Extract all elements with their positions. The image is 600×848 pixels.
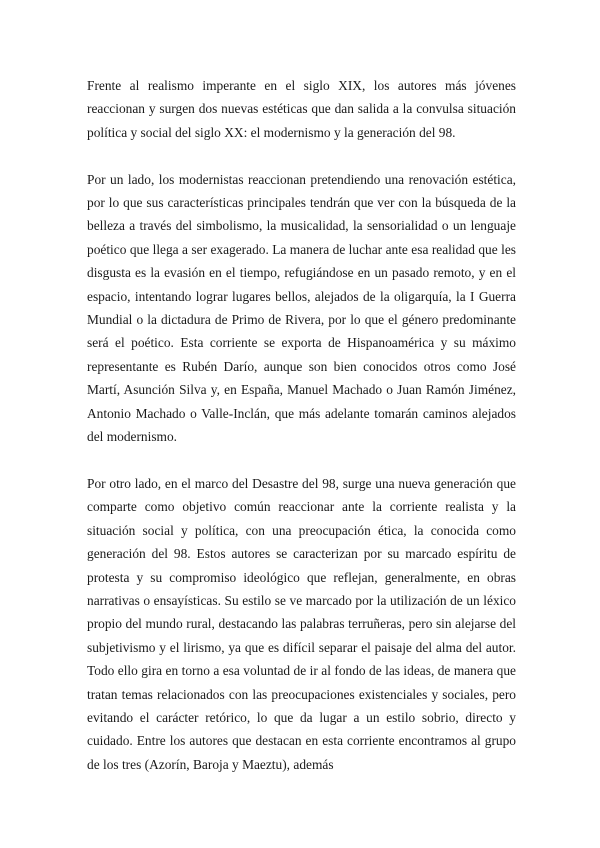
- paragraph-modernismo: Por un lado, los modernistas reaccionan pretendiendo una renovación estética, por lo que sus características principales tendrán que ver con la búsqueda de la belleza a través del simbolismo, la musicalidad, la sensorialidad o un lenguaje poético que llega a ser exagerado. La manera de luchar ante esa realidad que les disgusta es la evasión en el tiempo, refugiándose en un pasado remoto, y en el espacio, intentando lograr lugares bellos, alejados de la oligarquía, la I Guerra Mundial o la dictadura de Primo de Rivera, por lo que el género predominante será el poético. Esta corriente se exporta de Hispanoamérica y su máximo representante es Rubén Darío, aunque son bien conocidos otros como José Martí, Asunción Silva y, en España, Manuel Machado o Juan Ramón Jiménez, Antonio Machado o Valle-Inclán, que más adelante tomarán caminos alejados del modernismo.: [87, 171, 516, 445]
- document-body: [87, 74, 516, 776]
- paragraph-generacion-98: Por otro lado, en el marco del Desastre del 98, surge una nueva generación que comparte como objetivo común reaccionar ante la corriente realista y la situación social y política, con una preocupación ética, la conocida como generación del 98. Estos autores se caracterizan por su marcado espíritu de protesta y su compromiso ideológico que reflejan, generalmente, en obras narrativas o ensayísticas. Su estilo se ve marcado por la utilización de un léxico propio del mundo rural, destacando las palabras terruñeras, pero sin alejarse del subjetivismo y el lirismo, ya que es difícil separar el paisaje del alma del autor. Todo ello gira en torno a esa voluntad de ir al fondo de las ideas, de manera que tratan temas relacionados con las preocupaciones existenciales y sociales, pero evitando el carácter retórico, lo que da lugar a un estilo sobrio, directo y cuidado. Entre los autores que destacan en esta corriente encontramos al grupo de los tres (Azorín, Baroja y Maeztu), además: [87, 475, 516, 772]
- paragraph-intro: Frente al realismo imperante en el siglo XIX, los autores más jóvenes reaccionan y surgen dos nuevas estéticas que dan salida a la convulsa situación política y social del siglo XX: el modernismo y la generación del 98.: [87, 78, 516, 140]
